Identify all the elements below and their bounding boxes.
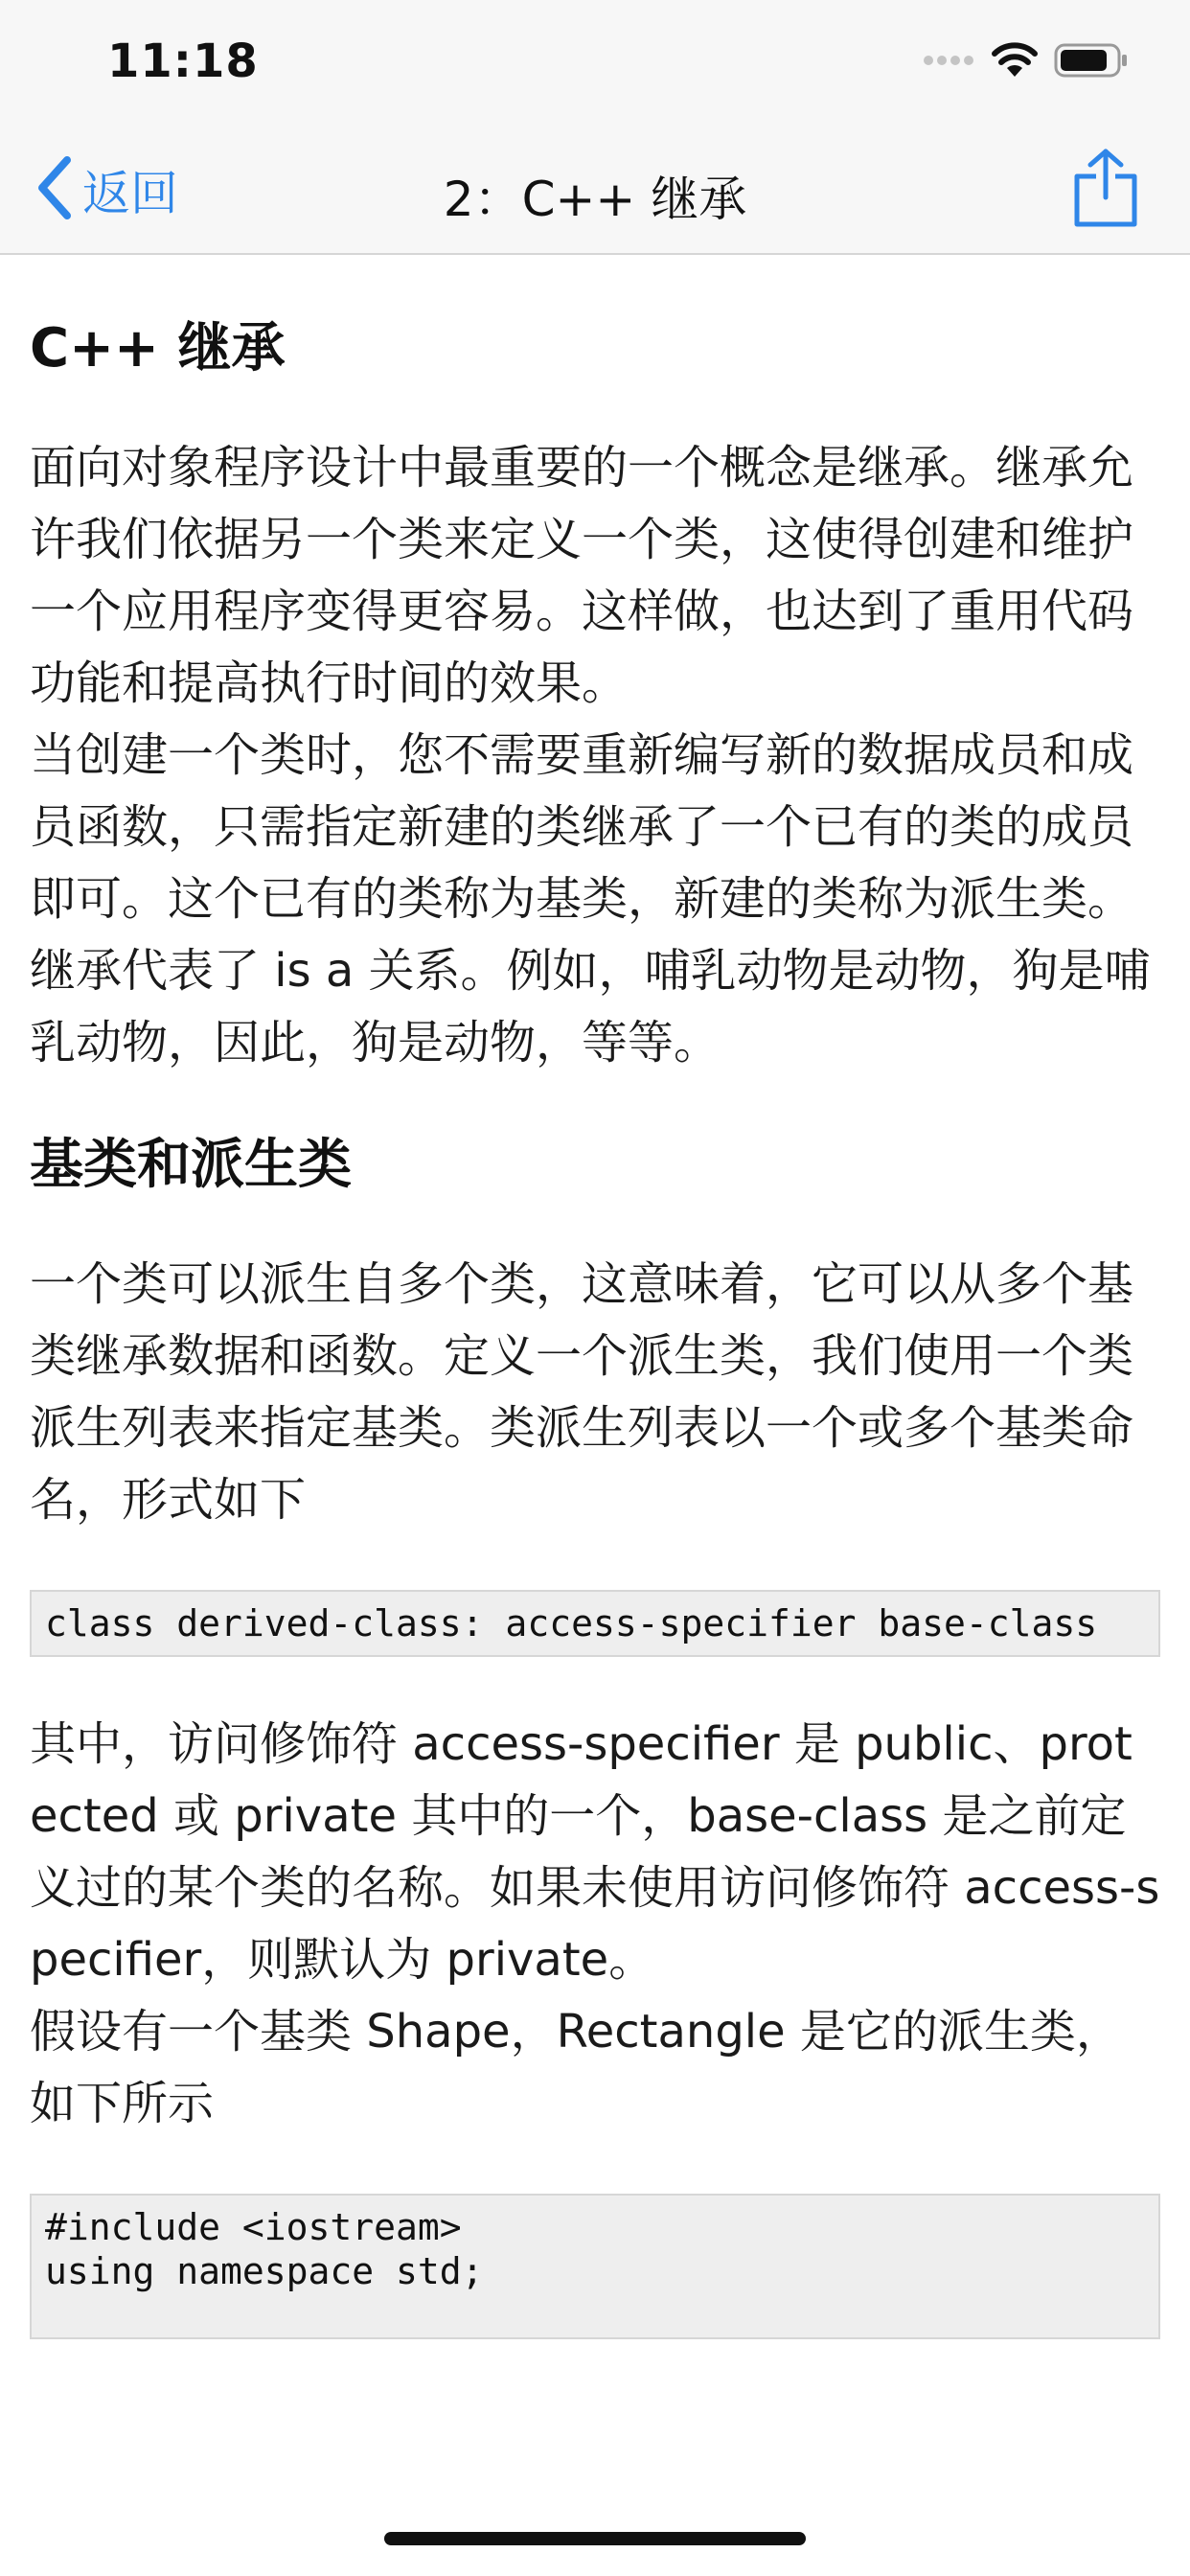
article-content	[30, 253, 1160, 2339]
page-title: 2：C++ 继承	[443, 172, 747, 227]
paragraph: 当创建一个类时，您不需要重新编写新的数据成员和成员函数，只需指定新建的类继承了一个已有的类的成员即可。这个已有的类称为基类，新建的类称为派生类。	[30, 728, 1134, 927]
paragraph: 假设有一个基类 Shape，Rectangle 是它的派生类，如下所示	[30, 2005, 1122, 2131]
status-bar	[0, 0, 1190, 126]
share-icon	[1071, 214, 1140, 232]
paragraph: 继承代表了 is a 关系。例如，哺乳动物是动物，狗是哺乳动物，因此，狗是动物，等等。	[30, 944, 1151, 1070]
paragraph: 一个类可以派生自多个类，这意味着，它可以从多个基类继承数据和函数。定义一个派生类，我们使用一个类派生列表来指定基类。类派生列表以一个或多个基类命名，形式如下	[30, 1257, 1134, 1528]
home-indicator[interactable]	[384, 2532, 806, 2545]
code-block: class derived-class: access-specifier base-class	[30, 1590, 1160, 1657]
paragraph: 面向对象程序设计中最重要的一个概念是继承。继承允许我们依据另一个类来定义一个类，这使得创建和维护一个应用程序变得更容易。这样做，也达到了重用代码功能和提高执行时间的效果。	[30, 441, 1134, 711]
intro-section	[30, 380, 1160, 1079]
heading-base-and-derived: 基类和派生类	[30, 1134, 352, 1197]
status-time: 11:18	[107, 34, 259, 88]
back-label: 返回	[82, 166, 178, 221]
paragraph: 其中，访问修饰符 access-specifier 是 public、protected 或 private 其中的一个，base-class 是之前定义过的某个类的名称。如果未使用访问修饰符 access-specifier，则默认为 private。	[30, 1717, 1160, 1988]
heading-inheritance: C++ 继承	[30, 317, 286, 380]
explain-section	[30, 1657, 1160, 2140]
derived-section	[30, 1197, 1160, 1536]
battery-icon	[1054, 42, 1129, 82]
navigation-bar	[0, 126, 1190, 255]
share-button[interactable]	[1071, 148, 1140, 228]
wifi-icon	[991, 42, 1039, 82]
signal-icon	[924, 53, 975, 72]
status-icons	[924, 42, 1129, 82]
code-block: #include <iostream> using namespace std;	[30, 2194, 1160, 2339]
